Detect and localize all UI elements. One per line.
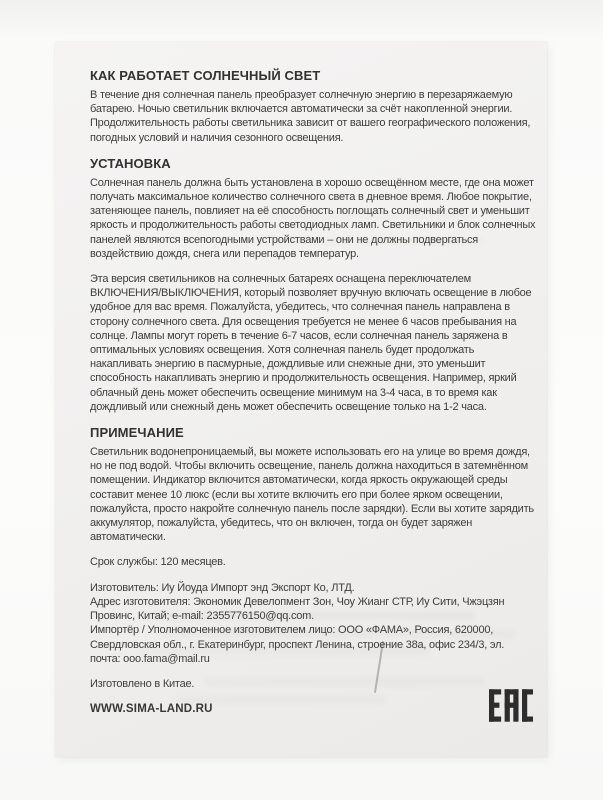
manufacturer-line: Изготовитель: Иу Йоуда Импорт энд Экспорт Ко, ЛТД. [90, 581, 355, 594]
made-in-text: Изготовлено в Китае. [90, 677, 195, 690]
section-heading-note: ПРИМЕЧАНИЕ [90, 425, 184, 441]
paragraph-how-it-works: В течение дня солнечная панель преобразует солнечную энергию в перезаряжаемую батарею. Ночью светильник включается автоматически за счёт накопленной энергии. Продолжительность работы светильника зависит от вашего географического положения, погодных условий и наличия сезонного освещения. [90, 89, 531, 144]
paragraph-installation-1: Солнечная панель должна быть установлена в хорошо освещённом месте, где она может получать максимальное количество солнечного света в дневное время. Любое покрытие, затеняющее панель, повлияет на её способность поглощать солнечный свет и уменьшит яркость и продолжительность работы светодиодных ламп. Светильники и блок солнечных панелей являются всепогодными устройствами – они не должны подвергаться воздействию дождя, снега или перепадов температур. [90, 176, 536, 260]
paragraph-installation-2: Эта версия светильников на солнечных батареях оснащена переключателем ВКЛЮЧЕНИЯ/ВЫКЛЮЧЕНИЯ, который позволяет вручную включать освещение в любое удобное для вас время. Пожалуйста, убедитесь, что солнечная панель направлена в сторону солнечного света. Для освещения требуется не менее 6 часов пребывания на солнце. Лампы могут гореть в течение 6-7 часов, если солнечная панель заряжена в оптимальных условиях освещения. Хотя солнечная панель будет продолжать накапливать энергию в пасмурные, дождливые или снежные дни, это уменьшит способность накапливать энергию и продолжительность освещения. Например, яркий облачный день может обеспечить освещение минимум на 3-4 часа, в то время как дождливый или снежный день может обеспечить освещение только на 1-2 часа. [90, 273, 532, 413]
instruction-sheet [55, 42, 547, 757]
eac-certification-mark [489, 686, 533, 725]
paragraph-note: Светильник водонепроницаемый, вы можете использовать его на улице во время дождя, но не под водой. Чтобы включить освещение, панель должна находиться в затемнённом помещении. Индикатор включится автоматически, когда яркость окружающей среды составит менее 10 люкс (если вы хотите включить его при более ярком освещении, пожалуйста, просто накройте солнечную панель после зарядки). Если вы хотите зарядить аккумулятор, пожалуйста, убедитесь, что он включен, тогда он будет заряжен автоматически. [90, 446, 534, 544]
eac-mark-icon [489, 686, 533, 725]
manufacturer-info [90, 581, 536, 666]
website-text: WWW.SIMA-LAND.RU [90, 703, 213, 716]
service-life-text: Срок службы: 120 месяцев. [90, 556, 226, 569]
section-heading-installation: УСТАНОВКА [90, 155, 171, 171]
importer-line: Импортёр / Уполномоченное изготовителем лицо: ООО «ФАМА», Россия, 620000, Свердловская обл., г. Екатеринбург, проспект Ленина, строение 38а, офис 234/3, эл. почта: ooo.fama@mail.ru [90, 624, 505, 665]
manufacturer-address-line: Адрес изготовителя: Экономик Девелопмент Зон, Чоу Жианг СТР, Иу Сити, Чжэцзян Провинс, Китай; e-mail: 2355776150@qq.com. [90, 595, 505, 623]
document-content [90, 68, 536, 727]
section-heading-how-it-works: КАК РАБОТАЕТ СОЛНЕЧНЫЙ СВЕТ [90, 68, 321, 83]
